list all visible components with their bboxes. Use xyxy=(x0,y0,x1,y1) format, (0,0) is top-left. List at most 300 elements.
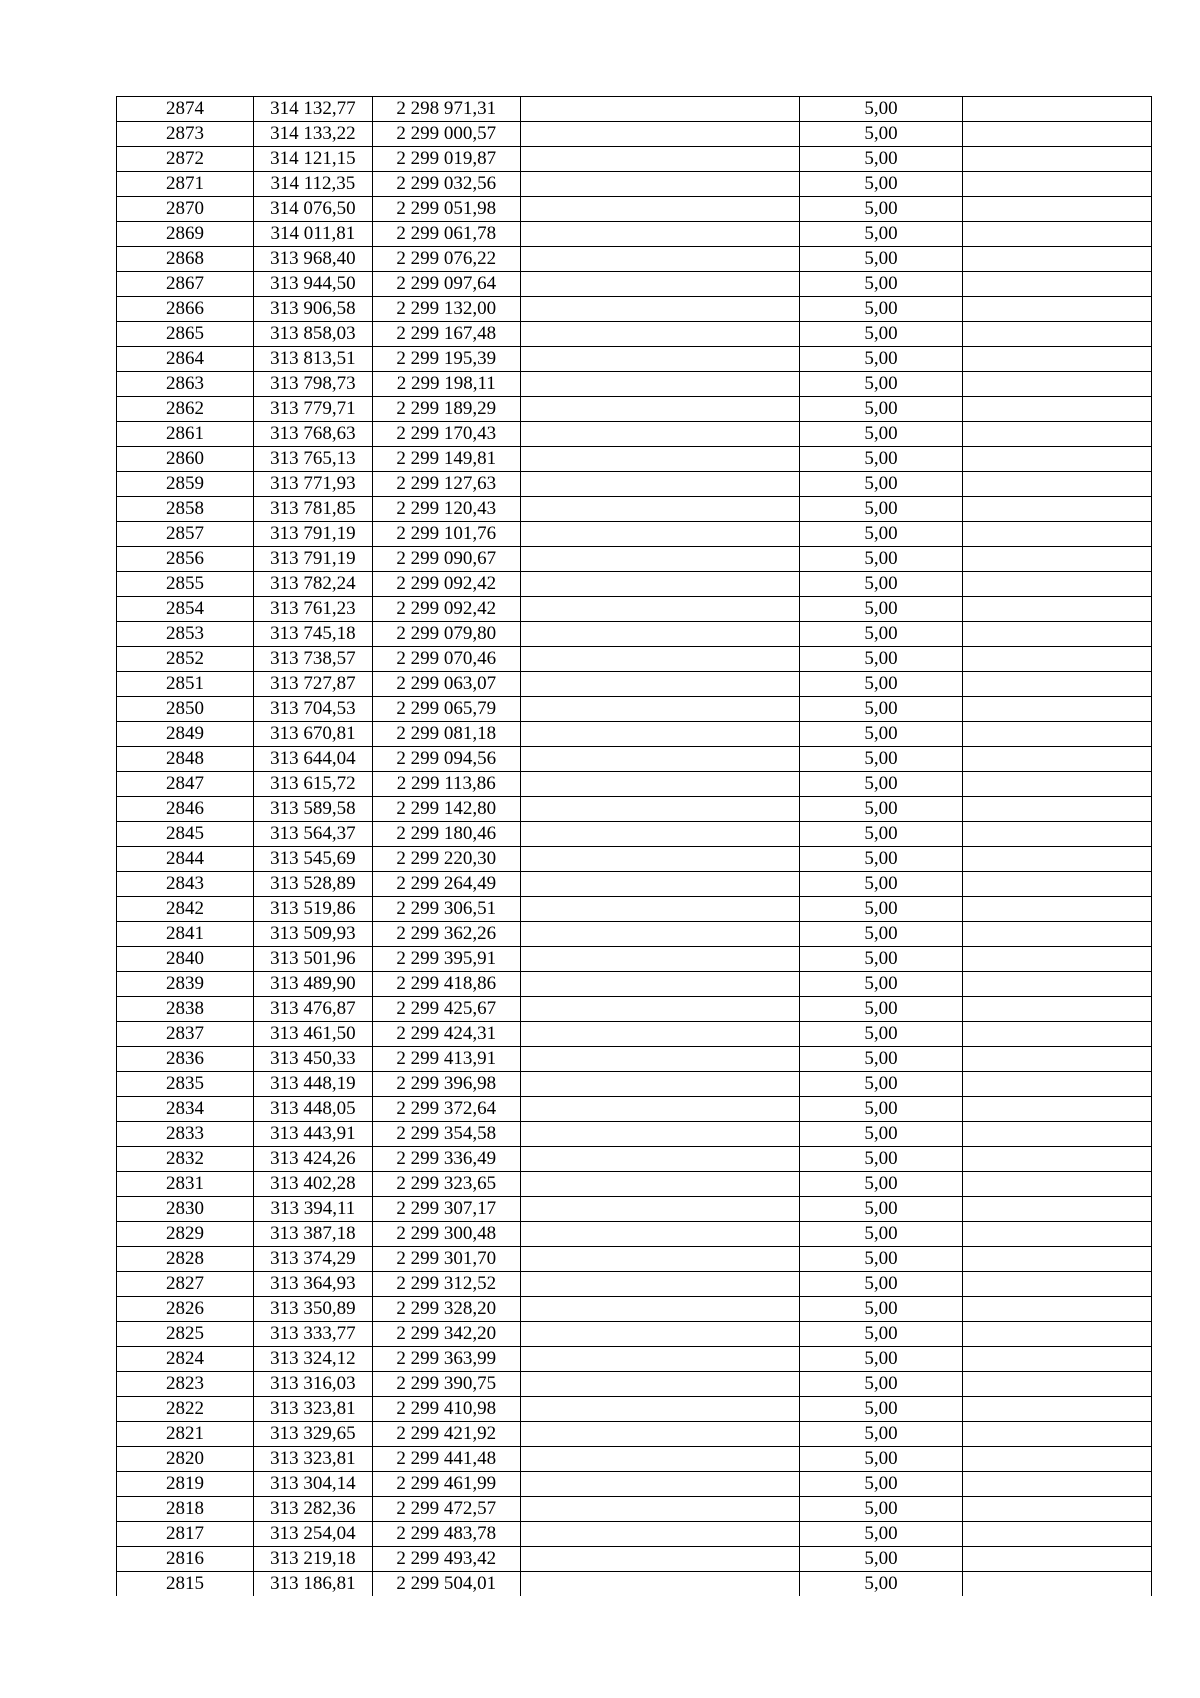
y-coordinate-cell: 2 299 301,70 xyxy=(372,1247,520,1272)
x-coordinate-cell: 313 813,51 xyxy=(254,347,373,372)
blank-cell xyxy=(520,872,799,897)
blank-cell xyxy=(962,1522,1151,1547)
x-coordinate-cell: 313 323,81 xyxy=(254,1447,373,1472)
y-coordinate-cell: 2 299 000,57 xyxy=(372,122,520,147)
y-coordinate-cell: 2 299 307,17 xyxy=(372,1197,520,1222)
x-coordinate-cell: 313 738,57 xyxy=(254,647,373,672)
table-row xyxy=(117,1172,1152,1197)
point-number-cell: 2856 xyxy=(117,547,254,572)
point-number-cell: 2821 xyxy=(117,1422,254,1447)
y-coordinate-cell: 2 299 065,79 xyxy=(372,697,520,722)
y-coordinate-cell: 2 299 149,81 xyxy=(372,447,520,472)
coordinates-table xyxy=(116,96,1152,1596)
blank-cell xyxy=(520,1222,799,1247)
point-number-cell: 2815 xyxy=(117,1572,254,1597)
blank-cell xyxy=(520,122,799,147)
y-coordinate-cell: 2 298 971,31 xyxy=(372,97,520,122)
blank-cell xyxy=(962,697,1151,722)
blank-cell xyxy=(962,222,1151,247)
blank-cell xyxy=(962,497,1151,522)
value-cell: 5,00 xyxy=(800,597,963,622)
value-cell: 5,00 xyxy=(800,872,963,897)
blank-cell xyxy=(520,447,799,472)
table-row xyxy=(117,1347,1152,1372)
point-number-cell: 2843 xyxy=(117,872,254,897)
blank-cell xyxy=(962,272,1151,297)
y-coordinate-cell: 2 299 097,64 xyxy=(372,272,520,297)
blank-cell xyxy=(520,347,799,372)
value-cell: 5,00 xyxy=(800,1422,963,1447)
table-row xyxy=(117,1547,1152,1572)
value-cell: 5,00 xyxy=(800,797,963,822)
x-coordinate-cell: 313 329,65 xyxy=(254,1422,373,1447)
point-number-cell: 2849 xyxy=(117,722,254,747)
x-coordinate-cell: 313 944,50 xyxy=(254,272,373,297)
table-row xyxy=(117,347,1152,372)
table-row xyxy=(117,1122,1152,1147)
blank-cell xyxy=(520,597,799,622)
blank-cell xyxy=(520,422,799,447)
blank-cell xyxy=(520,1522,799,1547)
blank-cell xyxy=(520,1297,799,1322)
point-number-cell: 2872 xyxy=(117,147,254,172)
blank-cell xyxy=(520,922,799,947)
blank-cell xyxy=(962,547,1151,572)
table-row xyxy=(117,997,1152,1022)
x-coordinate-cell: 313 782,24 xyxy=(254,572,373,597)
x-coordinate-cell: 313 424,26 xyxy=(254,1147,373,1172)
blank-cell xyxy=(962,347,1151,372)
value-cell: 5,00 xyxy=(800,722,963,747)
table-row xyxy=(117,322,1152,347)
y-coordinate-cell: 2 299 413,91 xyxy=(372,1047,520,1072)
y-coordinate-cell: 2 299 079,80 xyxy=(372,622,520,647)
y-coordinate-cell: 2 299 061,78 xyxy=(372,222,520,247)
y-coordinate-cell: 2 299 180,46 xyxy=(372,822,520,847)
value-cell: 5,00 xyxy=(800,447,963,472)
y-coordinate-cell: 2 299 395,91 xyxy=(372,947,520,972)
x-coordinate-cell: 313 333,77 xyxy=(254,1322,373,1347)
point-number-cell: 2836 xyxy=(117,1047,254,1072)
x-coordinate-cell: 313 501,96 xyxy=(254,947,373,972)
x-coordinate-cell: 313 282,36 xyxy=(254,1497,373,1522)
blank-cell xyxy=(520,1372,799,1397)
table-row xyxy=(117,897,1152,922)
y-coordinate-cell: 2 299 032,56 xyxy=(372,172,520,197)
table-row xyxy=(117,497,1152,522)
point-number-cell: 2860 xyxy=(117,447,254,472)
blank-cell xyxy=(962,622,1151,647)
value-cell: 5,00 xyxy=(800,1322,963,1347)
point-number-cell: 2857 xyxy=(117,522,254,547)
blank-cell xyxy=(962,847,1151,872)
point-number-cell: 2818 xyxy=(117,1497,254,1522)
blank-cell xyxy=(962,1097,1151,1122)
x-coordinate-cell: 313 323,81 xyxy=(254,1397,373,1422)
point-number-cell: 2823 xyxy=(117,1372,254,1397)
table-row xyxy=(117,1097,1152,1122)
value-cell: 5,00 xyxy=(800,547,963,572)
blank-cell xyxy=(962,372,1151,397)
blank-cell xyxy=(520,947,799,972)
point-number-cell: 2832 xyxy=(117,1147,254,1172)
blank-cell xyxy=(520,722,799,747)
y-coordinate-cell: 2 299 220,30 xyxy=(372,847,520,872)
blank-cell xyxy=(962,197,1151,222)
y-coordinate-cell: 2 299 264,49 xyxy=(372,872,520,897)
table-row xyxy=(117,972,1152,997)
value-cell: 5,00 xyxy=(800,172,963,197)
value-cell: 5,00 xyxy=(800,247,963,272)
table-row xyxy=(117,422,1152,447)
point-number-cell: 2822 xyxy=(117,1397,254,1422)
table-row xyxy=(117,272,1152,297)
blank-cell xyxy=(962,1172,1151,1197)
blank-cell xyxy=(962,172,1151,197)
table-row xyxy=(117,847,1152,872)
point-number-cell: 2833 xyxy=(117,1122,254,1147)
table-row xyxy=(117,1322,1152,1347)
blank-cell xyxy=(962,1272,1151,1297)
table-row xyxy=(117,747,1152,772)
table-row xyxy=(117,1447,1152,1472)
point-number-cell: 2848 xyxy=(117,747,254,772)
blank-cell xyxy=(962,147,1151,172)
point-number-cell: 2817 xyxy=(117,1522,254,1547)
y-coordinate-cell: 2 299 328,20 xyxy=(372,1297,520,1322)
blank-cell xyxy=(520,1347,799,1372)
table-row xyxy=(117,1272,1152,1297)
point-number-cell: 2874 xyxy=(117,97,254,122)
table-row xyxy=(117,372,1152,397)
value-cell: 5,00 xyxy=(800,297,963,322)
blank-cell xyxy=(520,972,799,997)
blank-cell xyxy=(962,1247,1151,1272)
x-coordinate-cell: 313 528,89 xyxy=(254,872,373,897)
y-coordinate-cell: 2 299 342,20 xyxy=(372,1322,520,1347)
x-coordinate-cell: 313 374,29 xyxy=(254,1247,373,1272)
blank-cell xyxy=(962,1472,1151,1497)
x-coordinate-cell: 314 133,22 xyxy=(254,122,373,147)
table-row xyxy=(117,822,1152,847)
blank-cell xyxy=(962,1397,1151,1422)
y-coordinate-cell: 2 299 306,51 xyxy=(372,897,520,922)
blank-cell xyxy=(962,722,1151,747)
blank-cell xyxy=(520,1147,799,1172)
value-cell: 5,00 xyxy=(800,1572,963,1597)
x-coordinate-cell: 313 545,69 xyxy=(254,847,373,872)
table-row xyxy=(117,1047,1152,1072)
point-number-cell: 2864 xyxy=(117,347,254,372)
x-coordinate-cell: 313 858,03 xyxy=(254,322,373,347)
blank-cell xyxy=(520,622,799,647)
x-coordinate-cell: 313 364,93 xyxy=(254,1272,373,1297)
blank-cell xyxy=(962,597,1151,622)
x-coordinate-cell: 314 112,35 xyxy=(254,172,373,197)
y-coordinate-cell: 2 299 070,46 xyxy=(372,647,520,672)
x-coordinate-cell: 313 771,93 xyxy=(254,472,373,497)
y-coordinate-cell: 2 299 090,67 xyxy=(372,547,520,572)
point-number-cell: 2828 xyxy=(117,1247,254,1272)
y-coordinate-cell: 2 299 142,80 xyxy=(372,797,520,822)
value-cell: 5,00 xyxy=(800,1172,963,1197)
value-cell: 5,00 xyxy=(800,1522,963,1547)
x-coordinate-cell: 313 791,19 xyxy=(254,522,373,547)
value-cell: 5,00 xyxy=(800,1397,963,1422)
blank-cell xyxy=(962,297,1151,322)
x-coordinate-cell: 314 132,77 xyxy=(254,97,373,122)
table-row xyxy=(117,1197,1152,1222)
blank-cell xyxy=(520,297,799,322)
table-row xyxy=(117,1572,1152,1597)
point-number-cell: 2830 xyxy=(117,1197,254,1222)
blank-cell xyxy=(962,422,1151,447)
x-coordinate-cell: 313 448,05 xyxy=(254,1097,373,1122)
point-number-cell: 2867 xyxy=(117,272,254,297)
value-cell: 5,00 xyxy=(800,272,963,297)
table-row xyxy=(117,147,1152,172)
x-coordinate-cell: 313 761,23 xyxy=(254,597,373,622)
table-row xyxy=(117,222,1152,247)
y-coordinate-cell: 2 299 170,43 xyxy=(372,422,520,447)
y-coordinate-cell: 2 299 504,01 xyxy=(372,1572,520,1597)
x-coordinate-cell: 313 765,13 xyxy=(254,447,373,472)
blank-cell xyxy=(520,822,799,847)
x-coordinate-cell: 313 781,85 xyxy=(254,497,373,522)
x-coordinate-cell: 313 476,87 xyxy=(254,997,373,1022)
blank-cell xyxy=(962,1572,1151,1597)
y-coordinate-cell: 2 299 076,22 xyxy=(372,247,520,272)
table-row xyxy=(117,722,1152,747)
value-cell: 5,00 xyxy=(800,347,963,372)
point-number-cell: 2826 xyxy=(117,1297,254,1322)
point-number-cell: 2861 xyxy=(117,422,254,447)
point-number-cell: 2816 xyxy=(117,1547,254,1572)
blank-cell xyxy=(520,997,799,1022)
blank-cell xyxy=(520,147,799,172)
x-coordinate-cell: 313 670,81 xyxy=(254,722,373,747)
point-number-cell: 2850 xyxy=(117,697,254,722)
table-row xyxy=(117,622,1152,647)
blank-cell xyxy=(520,1247,799,1272)
value-cell: 5,00 xyxy=(800,572,963,597)
blank-cell xyxy=(520,1547,799,1572)
blank-cell xyxy=(520,1572,799,1597)
value-cell: 5,00 xyxy=(800,997,963,1022)
y-coordinate-cell: 2 299 092,42 xyxy=(372,597,520,622)
y-coordinate-cell: 2 299 312,52 xyxy=(372,1272,520,1297)
point-number-cell: 2855 xyxy=(117,572,254,597)
point-number-cell: 2824 xyxy=(117,1347,254,1372)
table-row xyxy=(117,1397,1152,1422)
blank-cell xyxy=(520,1322,799,1347)
point-number-cell: 2839 xyxy=(117,972,254,997)
point-number-cell: 2865 xyxy=(117,322,254,347)
blank-cell xyxy=(520,197,799,222)
point-number-cell: 2868 xyxy=(117,247,254,272)
point-number-cell: 2834 xyxy=(117,1097,254,1122)
blank-cell xyxy=(520,497,799,522)
point-number-cell: 2827 xyxy=(117,1272,254,1297)
x-coordinate-cell: 313 798,73 xyxy=(254,372,373,397)
table-row xyxy=(117,447,1152,472)
value-cell: 5,00 xyxy=(800,1297,963,1322)
point-number-cell: 2840 xyxy=(117,947,254,972)
y-coordinate-cell: 2 299 424,31 xyxy=(372,1022,520,1047)
value-cell: 5,00 xyxy=(800,922,963,947)
table-row xyxy=(117,922,1152,947)
blank-cell xyxy=(520,1397,799,1422)
blank-cell xyxy=(520,397,799,422)
value-cell: 5,00 xyxy=(800,522,963,547)
blank-cell xyxy=(962,972,1151,997)
point-number-cell: 2854 xyxy=(117,597,254,622)
value-cell: 5,00 xyxy=(800,1247,963,1272)
y-coordinate-cell: 2 299 396,98 xyxy=(372,1072,520,1097)
value-cell: 5,00 xyxy=(800,197,963,222)
y-coordinate-cell: 2 299 019,87 xyxy=(372,147,520,172)
point-number-cell: 2862 xyxy=(117,397,254,422)
coordinates-table-body xyxy=(117,97,1152,1597)
y-coordinate-cell: 2 299 081,18 xyxy=(372,722,520,747)
value-cell: 5,00 xyxy=(800,372,963,397)
table-row xyxy=(117,1297,1152,1322)
value-cell: 5,00 xyxy=(800,897,963,922)
blank-cell xyxy=(962,322,1151,347)
point-number-cell: 2859 xyxy=(117,472,254,497)
blank-cell xyxy=(962,1147,1151,1172)
blank-cell xyxy=(962,1072,1151,1097)
y-coordinate-cell: 2 299 120,43 xyxy=(372,497,520,522)
point-number-cell: 2825 xyxy=(117,1322,254,1347)
y-coordinate-cell: 2 299 167,48 xyxy=(372,322,520,347)
blank-cell xyxy=(520,472,799,497)
value-cell: 5,00 xyxy=(800,1222,963,1247)
y-coordinate-cell: 2 299 323,65 xyxy=(372,1172,520,1197)
x-coordinate-cell: 313 186,81 xyxy=(254,1572,373,1597)
blank-cell xyxy=(520,772,799,797)
point-number-cell: 2853 xyxy=(117,622,254,647)
value-cell: 5,00 xyxy=(800,97,963,122)
point-number-cell: 2846 xyxy=(117,797,254,822)
x-coordinate-cell: 313 387,18 xyxy=(254,1222,373,1247)
x-coordinate-cell: 313 615,72 xyxy=(254,772,373,797)
x-coordinate-cell: 313 450,33 xyxy=(254,1047,373,1072)
point-number-cell: 2866 xyxy=(117,297,254,322)
blank-cell xyxy=(962,897,1151,922)
table-row xyxy=(117,597,1152,622)
table-row xyxy=(117,172,1152,197)
table-row xyxy=(117,297,1152,322)
blank-cell xyxy=(962,522,1151,547)
table-row xyxy=(117,547,1152,572)
blank-cell xyxy=(962,872,1151,897)
blank-cell xyxy=(962,1347,1151,1372)
blank-cell xyxy=(962,1297,1151,1322)
x-coordinate-cell: 313 704,53 xyxy=(254,697,373,722)
table-row xyxy=(117,122,1152,147)
value-cell: 5,00 xyxy=(800,772,963,797)
blank-cell xyxy=(520,272,799,297)
blank-cell xyxy=(520,222,799,247)
blank-cell xyxy=(962,647,1151,672)
blank-cell xyxy=(962,1547,1151,1572)
point-number-cell: 2835 xyxy=(117,1072,254,1097)
table-row xyxy=(117,672,1152,697)
table-row xyxy=(117,397,1152,422)
blank-cell xyxy=(520,172,799,197)
table-row xyxy=(117,572,1152,597)
blank-cell xyxy=(520,1122,799,1147)
x-coordinate-cell: 313 768,63 xyxy=(254,422,373,447)
y-coordinate-cell: 2 299 300,48 xyxy=(372,1222,520,1247)
blank-cell xyxy=(520,522,799,547)
value-cell: 5,00 xyxy=(800,622,963,647)
blank-cell xyxy=(962,1222,1151,1247)
point-number-cell: 2858 xyxy=(117,497,254,522)
blank-cell xyxy=(962,1022,1151,1047)
x-coordinate-cell: 314 076,50 xyxy=(254,197,373,222)
y-coordinate-cell: 2 299 363,99 xyxy=(372,1347,520,1372)
blank-cell xyxy=(962,472,1151,497)
table-row xyxy=(117,1472,1152,1497)
point-number-cell: 2829 xyxy=(117,1222,254,1247)
point-number-cell: 2819 xyxy=(117,1472,254,1497)
blank-cell xyxy=(520,372,799,397)
value-cell: 5,00 xyxy=(800,472,963,497)
value-cell: 5,00 xyxy=(800,1272,963,1297)
table-row xyxy=(117,872,1152,897)
value-cell: 5,00 xyxy=(800,122,963,147)
blank-cell xyxy=(520,697,799,722)
value-cell: 5,00 xyxy=(800,147,963,172)
x-coordinate-cell: 313 519,86 xyxy=(254,897,373,922)
point-number-cell: 2869 xyxy=(117,222,254,247)
value-cell: 5,00 xyxy=(800,1122,963,1147)
x-coordinate-cell: 313 644,04 xyxy=(254,747,373,772)
blank-cell xyxy=(962,1447,1151,1472)
blank-cell xyxy=(962,122,1151,147)
y-coordinate-cell: 2 299 113,86 xyxy=(372,772,520,797)
y-coordinate-cell: 2 299 189,29 xyxy=(372,397,520,422)
table-row xyxy=(117,1072,1152,1097)
y-coordinate-cell: 2 299 390,75 xyxy=(372,1372,520,1397)
x-coordinate-cell: 313 906,58 xyxy=(254,297,373,322)
value-cell: 5,00 xyxy=(800,1447,963,1472)
value-cell: 5,00 xyxy=(800,647,963,672)
point-number-cell: 2842 xyxy=(117,897,254,922)
blank-cell xyxy=(520,1097,799,1122)
blank-cell xyxy=(520,97,799,122)
x-coordinate-cell: 313 745,18 xyxy=(254,622,373,647)
x-coordinate-cell: 313 791,19 xyxy=(254,547,373,572)
blank-cell xyxy=(520,1497,799,1522)
table-row xyxy=(117,247,1152,272)
blank-cell xyxy=(962,397,1151,422)
value-cell: 5,00 xyxy=(800,322,963,347)
blank-cell xyxy=(962,1197,1151,1222)
blank-cell xyxy=(962,922,1151,947)
point-number-cell: 2852 xyxy=(117,647,254,672)
y-coordinate-cell: 2 299 421,92 xyxy=(372,1422,520,1447)
blank-cell xyxy=(962,97,1151,122)
point-number-cell: 2820 xyxy=(117,1447,254,1472)
x-coordinate-cell: 313 448,19 xyxy=(254,1072,373,1097)
blank-cell xyxy=(520,247,799,272)
x-coordinate-cell: 314 011,81 xyxy=(254,222,373,247)
x-coordinate-cell: 313 316,03 xyxy=(254,1372,373,1397)
x-coordinate-cell: 313 219,18 xyxy=(254,1547,373,1572)
